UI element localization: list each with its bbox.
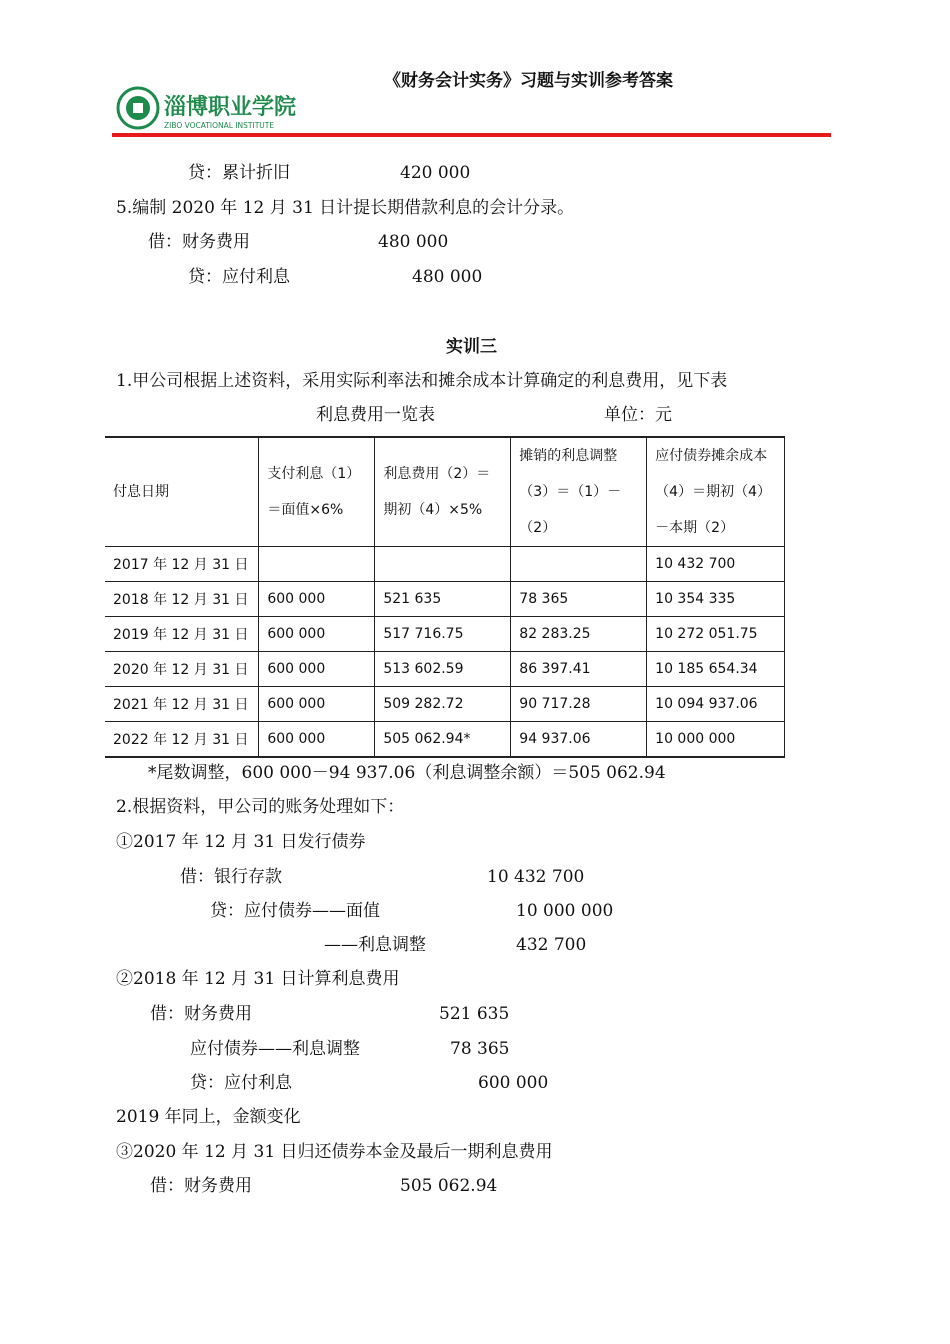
entry-3-debit-finance-expense: 借：财务费用 (150, 1176, 252, 1196)
logo-text: 淄博职业学院 (164, 95, 297, 120)
cell-paid-interest: 600 000 (259, 652, 375, 687)
entry-2-credit-interest-payable: 贷：应付利息 (190, 1073, 292, 1093)
credit-line-interest-payable: 贷：应付利息 (188, 267, 290, 287)
debit-line-finance-expense: 借：财务费用 (148, 232, 250, 252)
entry-2-debit-bond-adjustment: 应付债券——利息调整 (190, 1039, 360, 1059)
entry-1-debit-bank: 借：银行存款 (180, 867, 282, 887)
header-cell-interest-expense: 利息费用（2）＝期初（4）×5% (375, 437, 511, 547)
debit-line-finance-expense-amount: 480 000 (378, 232, 449, 252)
cell-amortization: 86 397.41 (511, 652, 647, 687)
entry-1-title: ①2017 年 12 月 31 日发行债券 (116, 832, 366, 852)
cell-paid-interest (259, 547, 375, 582)
cell-amortized-cost: 10 185 654.34 (647, 652, 785, 687)
entry-2-debit-finance-expense: 借：财务费用 (150, 1004, 252, 1024)
cell-paid-interest: 600 000 (259, 582, 375, 617)
table-header-row (105, 437, 785, 547)
table-row (105, 687, 785, 722)
cell-amortization: 94 937.06 (511, 722, 647, 758)
cell-interest-expense: 509 282.72 (375, 687, 511, 722)
cell-date: 2022 年 12 月 31 日 (105, 722, 259, 758)
entry-1-credit-face-value-amount: 10 000 000 (516, 901, 614, 921)
cell-interest-expense: 505 062.94* (375, 722, 511, 758)
cell-date: 2018 年 12 月 31 日 (105, 582, 259, 617)
cell-date: 2021 年 12 月 31 日 (105, 687, 259, 722)
cell-date: 2017 年 12 月 31 日 (105, 547, 259, 582)
header-cell-paid-interest: 支付利息（1）＝面值×6% (259, 437, 375, 547)
credit-line-depreciation-amount: 420 000 (400, 163, 471, 183)
cell-interest-expense: 521 635 (375, 582, 511, 617)
question-2: 2.根据资料，甲公司的账务处理如下： (116, 797, 405, 817)
entry-3-title: ③2020 年 12 月 31 日归还债券本金及最后一期利息费用 (116, 1142, 553, 1162)
entry-3-debit-finance-expense-amount: 505 062.94 (400, 1176, 498, 1196)
credit-line-interest-payable-amount: 480 000 (412, 267, 483, 287)
cell-amortized-cost: 10 432 700 (647, 547, 785, 582)
table-footnote: *尾数调整，600 000－94 937.06（利息调整余额）＝505 062.94 (148, 763, 666, 783)
table-row (105, 617, 785, 652)
section-title-training-3: 实训三 (446, 337, 497, 357)
document-header-title: 《财务会计实务》习题与实训参考答案 (384, 71, 673, 91)
institute-logo (112, 84, 328, 136)
cell-amortization (511, 547, 647, 582)
question-1: 1.甲公司根据上述资料，采用实际利率法和摊余成本计算确定的利息费用，见下表 (116, 371, 728, 391)
header-cell-amortization: 摊销的利息调整（3）＝（1）－（2） (511, 437, 647, 547)
entry-2-title: ②2018 年 12 月 31 日计算利息费用 (116, 969, 400, 989)
cell-interest-expense: 517 716.75 (375, 617, 511, 652)
question-5: 5.编制 2020 年 12 月 31 日计提长期借款利息的会计分录。 (116, 198, 575, 218)
header-cell-date: 付息日期 (105, 437, 259, 547)
cell-paid-interest: 600 000 (259, 722, 375, 758)
table-row (105, 652, 785, 687)
cell-interest-expense: 513 602.59 (375, 652, 511, 687)
header-cell-amortized-cost: 应付债券摊余成本（4）＝期初（4）－本期（2） (647, 437, 785, 547)
table-unit: 单位：元 (604, 405, 672, 425)
cell-date: 2019 年 12 月 31 日 (105, 617, 259, 652)
entry-2-debit-finance-expense-amount: 521 635 (439, 1004, 510, 1024)
credit-line-depreciation: 贷：累计折旧 (188, 163, 290, 183)
note-2019: 2019 年同上，金额变化 (116, 1107, 301, 1127)
cell-interest-expense (375, 547, 511, 582)
header-red-rule (112, 133, 831, 137)
logo-subtext: ZIBO VOCATIONAL INSTITUTE (164, 121, 275, 130)
table-row (105, 547, 785, 582)
entry-1-debit-bank-amount: 10 432 700 (487, 867, 585, 887)
cell-amortization: 78 365 (511, 582, 647, 617)
cell-date: 2020 年 12 月 31 日 (105, 652, 259, 687)
table-title: 利息费用一览表 (316, 405, 435, 425)
cell-amortized-cost: 10 272 051.75 (647, 617, 785, 652)
entry-2-debit-bond-adjustment-amount: 78 365 (450, 1039, 510, 1059)
table-row (105, 582, 785, 617)
cell-paid-interest: 600 000 (259, 687, 375, 722)
cell-amortized-cost: 10 354 335 (647, 582, 785, 617)
cell-paid-interest: 600 000 (259, 617, 375, 652)
cell-amortization: 90 717.28 (511, 687, 647, 722)
interest-expense-table (105, 436, 785, 758)
cell-amortized-cost: 10 000 000 (647, 722, 785, 758)
entry-1-credit-interest-adjustment: ——利息调整 (324, 935, 426, 955)
cell-amortized-cost: 10 094 937.06 (647, 687, 785, 722)
entry-1-credit-face-value: 贷：应付债券——面值 (210, 901, 380, 921)
entry-1-credit-interest-adjustment-amount: 432 700 (516, 935, 587, 955)
entry-2-credit-interest-payable-amount: 600 000 (478, 1073, 549, 1093)
table-row (105, 722, 785, 758)
cell-amortization: 82 283.25 (511, 617, 647, 652)
